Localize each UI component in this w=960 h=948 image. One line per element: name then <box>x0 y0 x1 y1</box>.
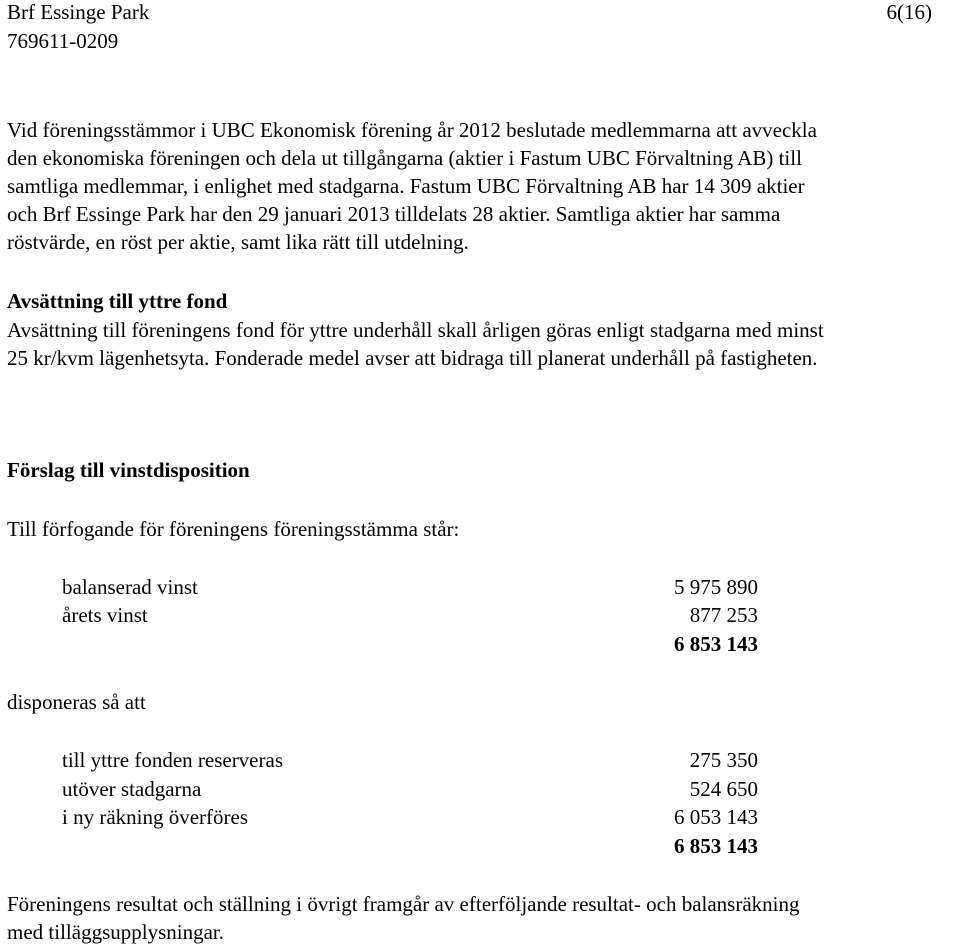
available-text: Till förfogande för föreningens föreningsstämma står: <box>7 517 460 541</box>
closing-line: med tilläggsupplysningar. <box>7 920 224 944</box>
fund-line: 25 kr/kvm lägenhetsyta. Fonderade medel avser att bidraga till planerat underhåll på fastigheten. <box>7 346 818 370</box>
disposition-row <box>62 775 758 803</box>
fund-line: Avsättning till föreningens fond för yttre underhåll skall årligen göras enligt stadgarna med minst <box>7 318 824 342</box>
org-name: Brf Essinge Park <box>7 0 150 24</box>
org-number: 769611-0209 <box>7 29 119 53</box>
row-value: 275 350 <box>689 748 758 772</box>
fund-paragraph <box>7 316 952 372</box>
row-label: balanserad vinst <box>62 575 198 599</box>
closing-line: Föreningens resultat och ställning i övrigt framgår av efterföljande resultat- och balansräkning <box>7 892 800 916</box>
row-value: 6 053 143 <box>674 805 758 829</box>
fund-heading: Avsättning till yttre fond <box>7 289 228 313</box>
row-label: utöver stadgarna <box>62 777 202 801</box>
disposition-text: disponeras så att <box>7 690 146 714</box>
row-value: 877 253 <box>689 603 758 627</box>
intro-line: röstvärde, en röst per aktie, samt lika rätt till utdelning. <box>7 230 469 254</box>
row-label: i ny räkning överföres <box>62 805 249 829</box>
row-value: 5 975 890 <box>674 575 758 599</box>
intro-paragraph <box>7 116 952 256</box>
disposition-total: 6 853 143 <box>674 834 758 858</box>
intro-line: och Brf Essinge Park har den 29 januari 2013 tilldelats 28 aktier. Samtliga aktier har samma <box>7 202 781 226</box>
intro-line: den ekonomiska föreningen och dela ut tillgångarna (aktier i Fastum UBC Förvaltning AB) till <box>7 146 802 170</box>
row-label: årets vinst <box>62 603 148 627</box>
intro-line: samtliga medlemmar, i enlighet med stadgarna. Fastum UBC Förvaltning AB har 14 309 aktier <box>7 174 805 198</box>
available-total-row <box>62 630 758 658</box>
intro-line: Vid föreningsstämmor i UBC Ekonomisk förening år 2012 beslutade medlemmarna att avveckla <box>7 118 817 142</box>
disposition-row <box>62 746 758 774</box>
disposition-total-row <box>62 832 758 860</box>
available-total: 6 853 143 <box>674 632 758 656</box>
available-row <box>62 573 758 601</box>
closing-paragraph <box>7 890 952 946</box>
proposal-heading: Förslag till vinstdisposition <box>7 458 250 482</box>
row-label: till yttre fonden reserveras <box>62 748 283 772</box>
page-number: 6(16) <box>886 0 932 24</box>
disposition-row <box>62 803 758 831</box>
available-row <box>62 601 758 629</box>
row-value: 524 650 <box>689 777 758 801</box>
